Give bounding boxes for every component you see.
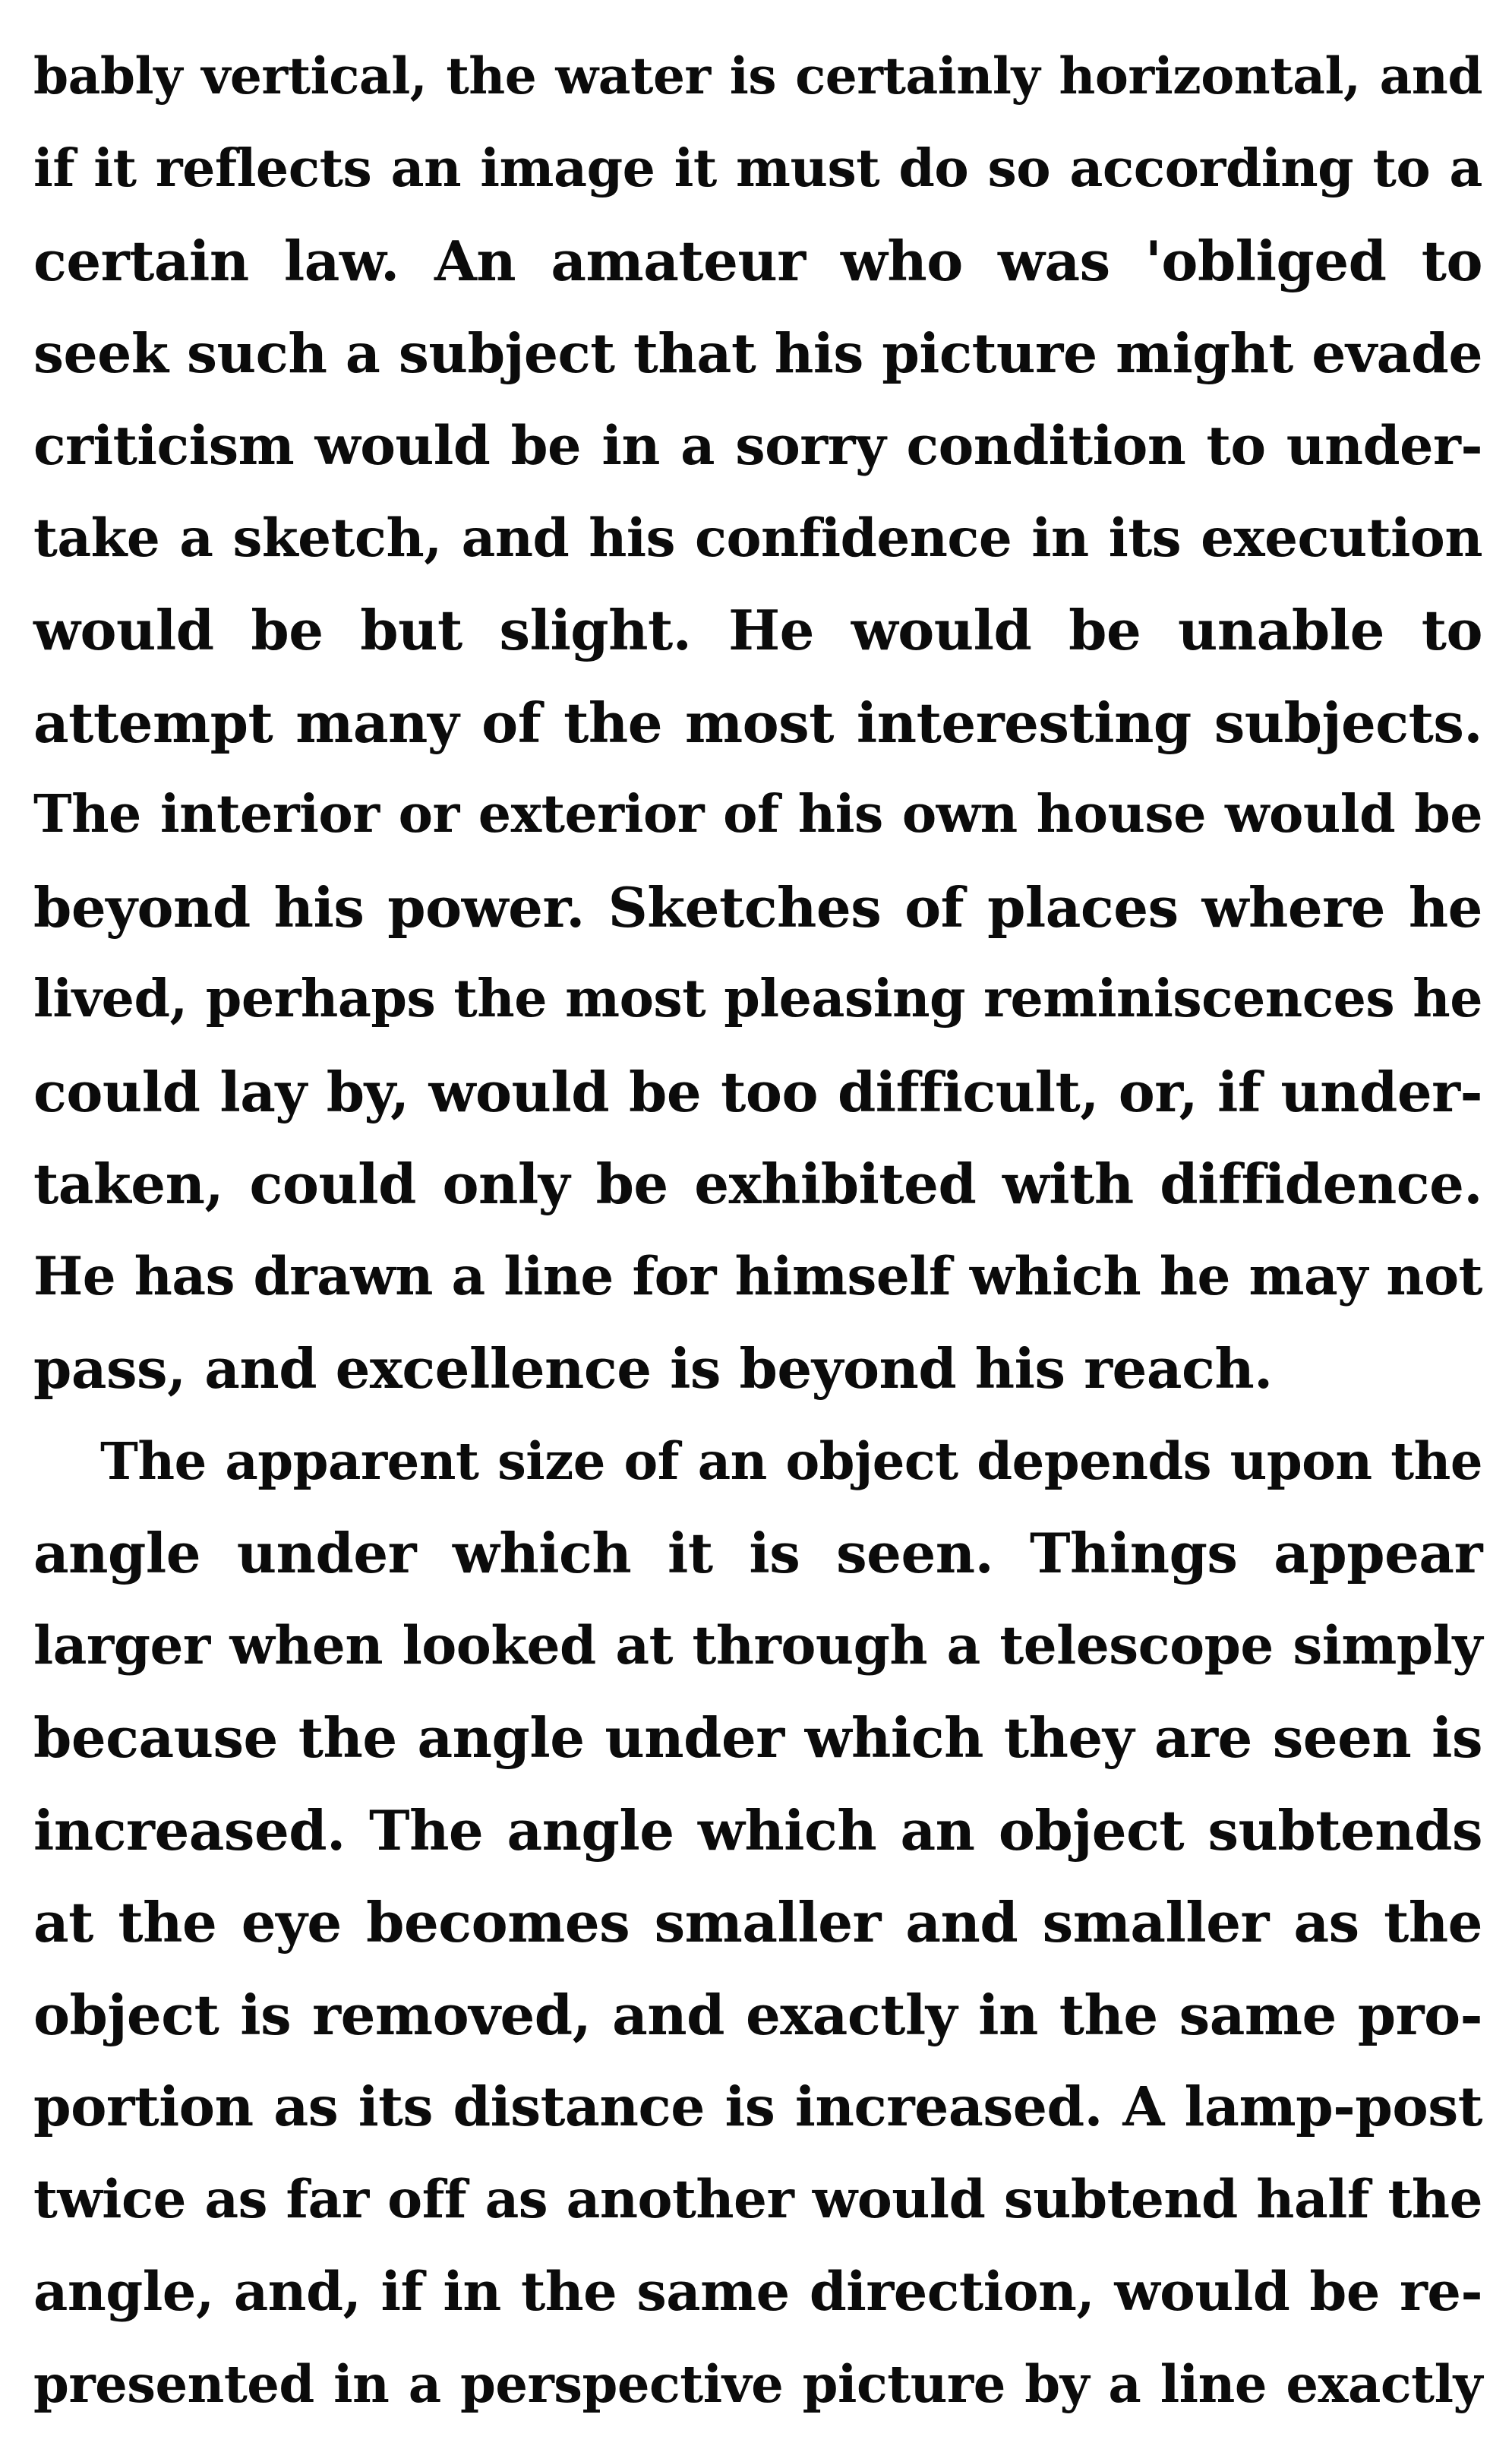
text-line: lived, perhaps the most pleasing reminiscences he bbox=[33, 969, 1482, 1029]
text-line: bably vertical, the water is certainly horizontal, and bbox=[33, 46, 1482, 106]
text-line: larger when looked at through a telescope simply bbox=[33, 1614, 1482, 1676]
text-line: because the angle under which they are seen is bbox=[33, 1705, 1482, 1770]
text-line: criticism would be in a sorry condition to under- bbox=[33, 414, 1482, 477]
text-line: angle, and, if in the same direction, would be re- bbox=[33, 2260, 1482, 2323]
text-line: pass, and excellence is beyond his reach. bbox=[33, 1336, 1273, 1401]
text-line: portion as its distance is increased. A lamp-post bbox=[33, 2075, 1482, 2138]
text-line: increased. The angle which an object subtends bbox=[33, 1797, 1482, 1863]
text-line: object is removed, and exactly in the same pro- bbox=[33, 1982, 1482, 2047]
text-line: angle under which it is seen. Things appear bbox=[33, 1521, 1482, 1585]
text-line: seek such a subject that his picture might evade bbox=[33, 321, 1482, 385]
text-line: certain law. An amateur who was 'obliged to bbox=[33, 229, 1482, 293]
page-text bbox=[33, 30, 1482, 2430]
text-line: attempt many of the most interesting subjects. bbox=[33, 690, 1482, 755]
text-line: at the eye becomes smaller and smaller as the bbox=[33, 1890, 1482, 1955]
paragraph-2 bbox=[33, 1415, 1482, 2431]
text-line: presented in a perspective picture by a line exactly bbox=[33, 2353, 1482, 2414]
text-line: take a sketch, and his confidence in its execution bbox=[33, 507, 1482, 569]
text-line: The interior or exterior of his own house would be bbox=[33, 784, 1482, 845]
text-line: would be but slight. He would be unable to bbox=[33, 598, 1482, 662]
text-line: twice as far off as another would subtend half the bbox=[33, 2168, 1482, 2230]
text-line: beyond his power. Sketches of places where he bbox=[33, 874, 1482, 940]
text-line: could lay by, would be too difficult, or, if under- bbox=[33, 1059, 1482, 1124]
text-line: The apparent size of an object depends upon the bbox=[100, 1430, 1482, 1491]
text-line: taken, could only be exhibited with diffidence. bbox=[33, 1152, 1482, 1216]
paragraph-1 bbox=[33, 30, 1482, 1415]
text-line: He has drawn a line for himself which he may not bbox=[33, 1245, 1482, 1307]
text-line: if it reflects an image it must do so according to a bbox=[33, 137, 1482, 199]
